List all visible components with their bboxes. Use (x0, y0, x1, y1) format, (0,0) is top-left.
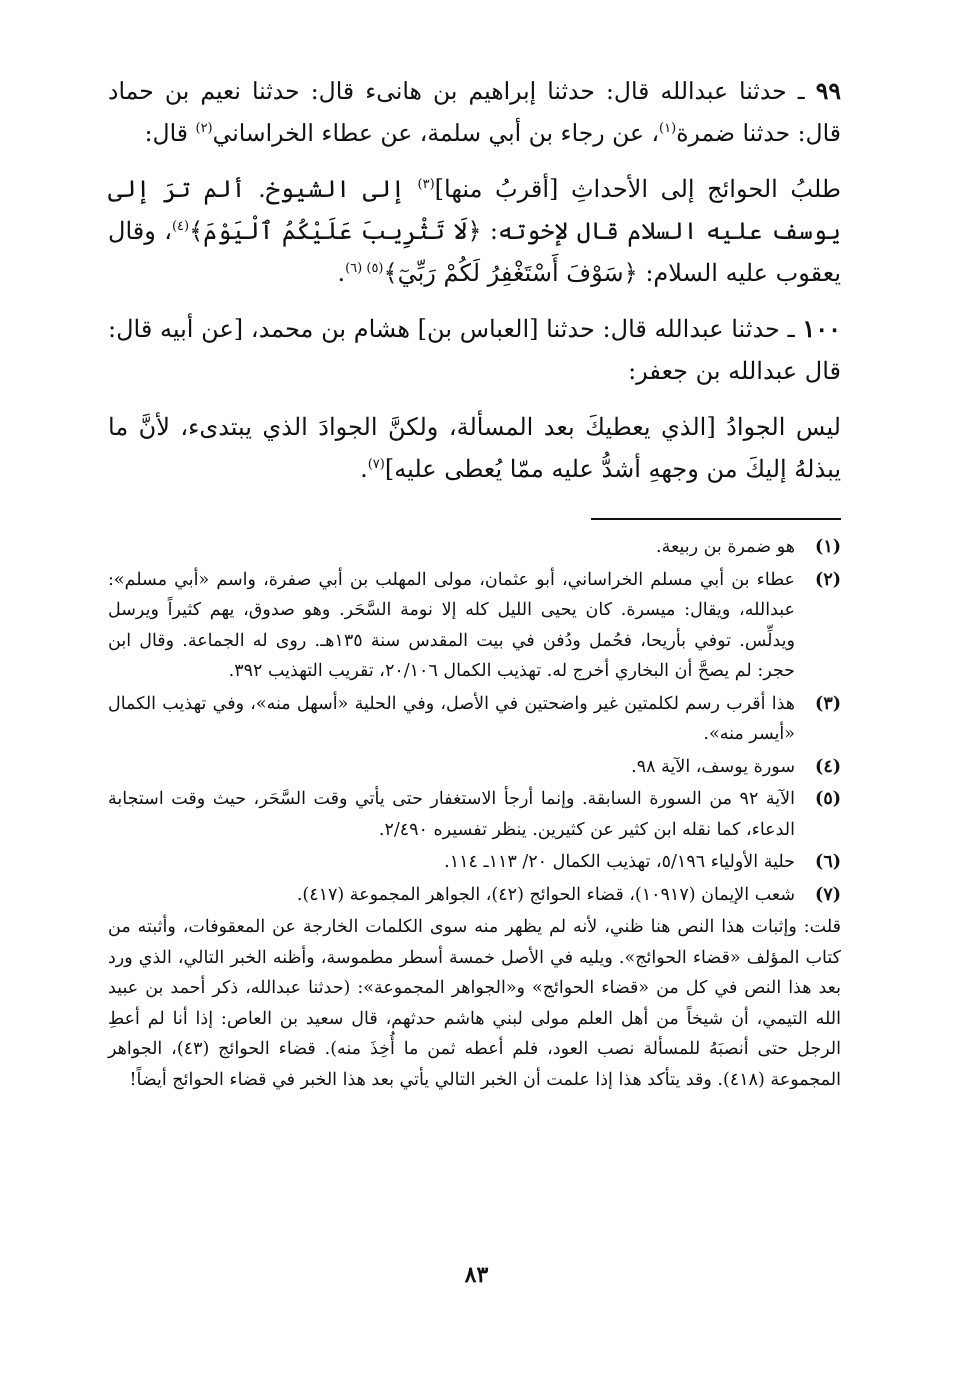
footnote-number: (٣) (815, 693, 841, 714)
footnote-ref: (٢) (195, 121, 213, 137)
footnote-number: (٧) (815, 884, 841, 905)
footnote-3 (108, 689, 841, 750)
main-text (108, 70, 841, 490)
footnote-4 (108, 752, 841, 783)
hadith-100-text: ليس الجوادُ [الذي يعطيكَ بعد المسألة، ولكنَّ الجوادَ الذي يبتدىء، لأنَّ ما يبذلهُ إليكَ من وجههِ أشدُّ عليه ممّا يُعطى عليه]$^{(٧)}$. (108, 413, 841, 483)
footnote-number: (٦) (815, 852, 841, 872)
footnote-text: هذا أقرب رسم لكلمتين غير واضحتين في الأصل، وفي الحلية «أسهل منه»، وفي تهذيب الكمال «أيسر منه». (108, 693, 795, 744)
page-number: ٨٣ (464, 1262, 489, 1288)
footnote-number: (٢) (815, 569, 841, 590)
footnote-1 (108, 532, 841, 563)
footnote-text: حلية الأولياء ٥/١٩٦، تهذيب الكمال ٢٠/ ١١٣ـ ١١٤. (444, 852, 795, 872)
hadith-99-text: طلبُ الحوائج إلى الأحداثِ [أقربُ منها]$^{(٣)}$ إلى الشيوخ. ألم ترَ إلى يوسف عليه السلام قال لإخوته: ﴿لَا تَثْرِيبَ عَلَيْكُمُ ٱلْيَوْمَ﴾$^{(٤)}$، وقال يعقوب عليه السلام: ﴿سَوْفَ أَسْتَغْفِرُ لَكُمْ رَبِّيٓ﴾$^{(٥)}$ $^{(٦)}$. (108, 175, 841, 287)
footnote-text: سورة يوسف، الآية ٩٨. (631, 756, 795, 777)
footnote-text: الآية ٩٢ من السورة السابقة. وإنما أرجأ الاستغفار حتى يأتي وقت السَّحَر، حيث وقت استجابة الدعاء، كما نقله ابن كثير عن كثيرين. ينظر تفسيره ٢/٤٩٠. (108, 789, 795, 840)
footnote-number: (٥) (815, 789, 841, 809)
footnote-ref: (٦) (345, 261, 367, 276)
footnote-text: هو ضمرة بن ربيعة. (656, 537, 795, 557)
footnote-7 (108, 880, 841, 911)
footnote-ref: (١) (659, 121, 677, 137)
footnote-ref: (٤) (171, 219, 190, 234)
footnote-ref: (٥) (366, 261, 384, 276)
footnote-text: عطاء بن أبي مسلم الخراساني، أبو عثمان، مولى المهلب بن أبي صفرة، واسم «أبي مسلم»: عبدالله، ويقال: ميسرة. كان يحيى الليل كله إلا نومة السَّحَر. وهو صدوق، يهم كثيراً ويرسل ويدلِّس. توفي بأريحا، فحُمل ودُفن في بيت المقدس سنة ١٣٥هـ. روى له الجماعة. وقال ابن حجر: لم يصحَّ أن البخاري أخرج له. تهذيب الكمال ٢٠/١٠٦، تقريب التهذيب ٣٩٢. (108, 569, 795, 681)
footnote-number: (٤) (815, 756, 841, 777)
footnote-text: شعب الإيمان (١٠٩١٧)، قضاء الحوائج (٤٢)، الجواهر المجموعة (٤١٧). (296, 884, 795, 905)
footnote-6 (108, 847, 841, 878)
footnote-2 (108, 565, 841, 687)
editor-comment: قلت: وإثبات هذا النص هنا ظني، لأنه لم يظهر منه سوى الكلمات الخارجة عن المعقوفات، وأثبته من كتاب المؤلف «قضاء الحوائج». ويليه في الأصل خمسة أسطر مطموسة، وأظنه الخبر التالي، الذي ورد بعد هذا النص في كل من «قضاء الحوائج» و«الجواهر المجموعة»: (حدثنا عبدالله، ذكر أحمد بن عبيد الله التيمي، أن شيخاً من أهل العلم مولى لبني هاشم حدثهم، قال سعيد بن العاص: إذا أنا لم أعطِ الرجل حتى أنصبَهُ للمسألة نصب العود، فلم أعطه ثمن ما أُخِذَ منه). قضاء الحوائج (٤٣)، الجواهر المجموعة (٤١٨). وقد يتأكد هذا إذا علمت أن الخبر التالي يأتي بعد هذا الخبر في قضاء الحوائج أيضاً! (108, 917, 841, 1090)
footnote-separator (591, 518, 841, 520)
hadith-number: ٩٩ (815, 77, 841, 105)
hadith-99-isnad: ٩٩ ـ حدثنا عبدالله قال: حدثنا إبراهيم بن هانىء قال: حدثنا نعيم بن حماد قال: حدثنا ضمرة$^{(١)}$، عن رجاء بن أبي سلمة، عن عطاء الخراساني$^{(٢)}$ قال: (108, 77, 841, 147)
hadith-100-isnad: ١٠٠ ـ حدثنا عبدالله قال: حدثنا [العباس بن] هشام بن محمد، [عن أبيه قال: قال عبدالله بن جعفر: (108, 314, 841, 385)
footnote-5 (108, 784, 841, 845)
hadith-number: ١٠٠ (802, 314, 841, 343)
footnote-number: (١) (815, 537, 841, 557)
footnote-ref: (٣) (417, 177, 435, 192)
footnote-ref: (٧) (367, 457, 385, 472)
footnotes (108, 532, 841, 1095)
